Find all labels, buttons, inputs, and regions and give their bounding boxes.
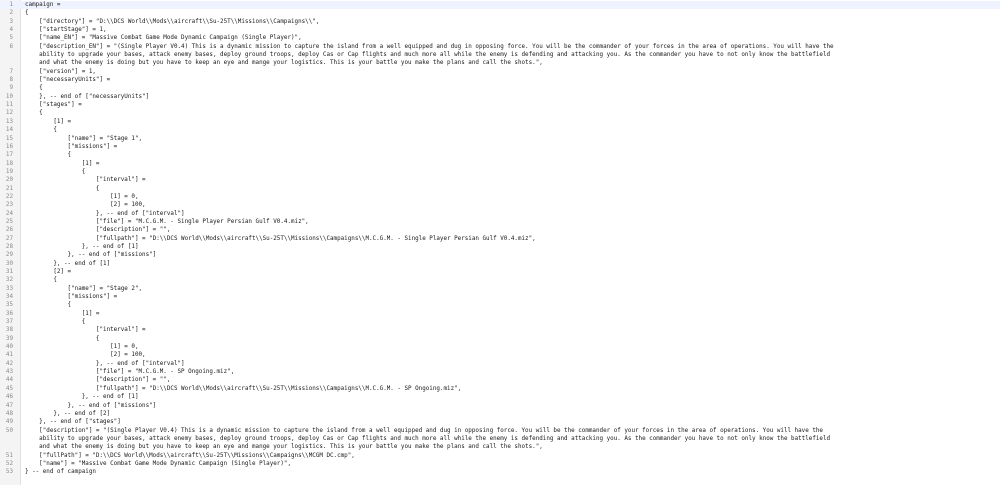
- code-text: campaign =: [25, 2, 61, 8]
- code-line[interactable]: [0, 109, 1000, 117]
- code-text: ["version"] = 1,: [25, 68, 96, 75]
- line-number: 10: [5, 93, 13, 100]
- code-line[interactable]: [0, 126, 1000, 134]
- code-text: ["description_EN"] = "(Single Player V0.4) This is a dynamic mission to capture the island from a well equipped and dug in opposing force. You will be the commander of your forces in the area of operations. You will have the: [25, 43, 834, 50]
- code-text: }, -- end of [2]: [25, 410, 111, 417]
- code-text: [1] =: [25, 160, 100, 167]
- code-text: [2] = 100,: [25, 352, 146, 359]
- line-number: 53: [5, 469, 13, 476]
- code-lines[interactable]: [0, 1, 1000, 477]
- line-number: 44: [5, 377, 13, 384]
- code-line[interactable]: [0, 385, 1000, 393]
- code-line[interactable]: [0, 235, 1000, 243]
- code-line[interactable]: [0, 368, 1000, 376]
- code-line[interactable]: [0, 452, 1000, 460]
- code-text: ["missions"] =: [25, 294, 118, 301]
- code-line[interactable]: [0, 360, 1000, 368]
- line-number: 19: [5, 168, 13, 175]
- line-number: 12: [5, 110, 13, 117]
- code-line[interactable]: [0, 193, 1000, 201]
- code-text: {: [25, 302, 72, 309]
- code-line[interactable]: [0, 410, 1000, 418]
- code-line[interactable]: [0, 251, 1000, 259]
- code-text: ["file"] = "M.C.G.M. - Single Player Persian Gulf V0.4.miz",: [25, 218, 309, 225]
- code-line[interactable]: [0, 243, 1000, 251]
- code-text: ["name_EN"] = "Massive Combat Game Mode Dynamic Campaign (Single Player)",: [25, 35, 302, 42]
- line-number: 31: [5, 269, 13, 275]
- code-line[interactable]: [0, 351, 1000, 359]
- code-line[interactable]: [0, 285, 1000, 293]
- code-line[interactable]: [0, 226, 1000, 234]
- code-text: }, -- end of ["interval"]: [25, 210, 185, 217]
- line-number: 4: [9, 27, 13, 34]
- line-number: 14: [5, 127, 13, 134]
- code-text: ["necessaryUnits"] =: [25, 77, 111, 84]
- code-line[interactable]: [0, 43, 1000, 51]
- code-text: {: [25, 152, 72, 159]
- code-text: ability to upgrade your bases, attack enemy bases, deploy ground troops, deploy Cas or Cap flights and much more all while the enemy is defending and attacking you. As the commander you have to not only know the battlefield: [25, 52, 831, 59]
- line-number: 41: [5, 352, 13, 359]
- code-line[interactable]: [0, 402, 1000, 410]
- line-number: 45: [5, 385, 13, 392]
- code-line[interactable]: [0, 143, 1000, 151]
- code-text: ["description"] = "",: [25, 227, 171, 234]
- code-line[interactable]: [0, 18, 1000, 26]
- code-text: ["interval"] =: [25, 327, 146, 334]
- code-text: ["name"] = "Massive Combat Game Mode Dynamic Campaign (Single Player)",: [25, 460, 291, 467]
- code-text: ["interval"] =: [25, 177, 146, 184]
- line-number: 51: [5, 452, 13, 459]
- line-number: 47: [5, 402, 13, 409]
- code-line[interactable]: [0, 118, 1000, 126]
- code-text: and what the enemy is doing but you have to keep an eye and mange your logistics. This is your battle you make the plans and call the shots.",: [25, 60, 543, 67]
- code-text: }, -- end of [1]: [25, 260, 111, 267]
- code-text: [2] =: [25, 269, 72, 275]
- code-line[interactable]: [0, 160, 1000, 168]
- code-text: [1] = 0,: [25, 193, 139, 200]
- line-number: 52: [5, 460, 13, 467]
- line-number: 22: [5, 193, 13, 200]
- line-number: 5: [9, 35, 13, 42]
- code-line[interactable]: [0, 218, 1000, 226]
- code-text: {: [25, 110, 43, 117]
- code-line[interactable]: [0, 293, 1000, 301]
- code-line[interactable]: [0, 76, 1000, 84]
- code-line[interactable]: [0, 343, 1000, 351]
- code-text: ["name"] = "Stage 2",: [25, 285, 143, 292]
- code-line[interactable]: [0, 326, 1000, 334]
- code-line[interactable]: [0, 68, 1000, 76]
- code-text: {: [25, 10, 29, 17]
- code-text: ["fullPath"] = "D:\\DCS World\\Mods\\aircraft\\Su-25T\\Missions\\Campaigns\\MCGM DC.cmp",: [25, 452, 355, 459]
- code-line[interactable]: [0, 268, 1000, 276]
- code-line[interactable]: [0, 210, 1000, 218]
- line-number: 33: [5, 285, 13, 292]
- code-line-wrap[interactable]: [0, 59, 1000, 67]
- code-text: ability to upgrade your bases, attack enemy bases, deploy ground troops, deploy Cas or Cap flights and much more all while the enemy is defending and attacking you. As the commander you have to not only know the battlefield: [25, 435, 831, 442]
- line-number: 28: [5, 243, 13, 250]
- code-line[interactable]: [0, 393, 1000, 401]
- line-number: 7: [9, 68, 13, 75]
- code-text: }, -- end of ["necessaryUnits"]: [25, 93, 150, 100]
- code-text: [1] = 0,: [25, 344, 139, 351]
- code-text: {: [25, 85, 43, 92]
- code-line[interactable]: [0, 301, 1000, 309]
- code-line-wrap[interactable]: [0, 435, 1000, 443]
- line-number: 13: [5, 118, 13, 125]
- line-number: 9: [9, 85, 13, 92]
- line-number: 6: [9, 43, 13, 50]
- line-number: 15: [5, 135, 13, 142]
- code-text: {: [25, 277, 57, 284]
- code-text: ["missions"] =: [25, 143, 118, 150]
- code-line[interactable]: [0, 260, 1000, 268]
- code-line[interactable]: [0, 84, 1000, 92]
- code-text: ["stages"] =: [25, 102, 82, 109]
- line-number: 46: [5, 394, 13, 401]
- line-number: 40: [5, 344, 13, 351]
- line-number: 21: [5, 185, 13, 192]
- code-text: ["name"] = "Stage 1",: [25, 135, 143, 142]
- code-line[interactable]: [0, 310, 1000, 318]
- code-text: {: [25, 335, 100, 342]
- code-line[interactable]: [0, 176, 1000, 184]
- code-text: ["fullpath"] = "D:\\DCS World\\Mods\\aircraft\\Su-25T\\Missions\\Campaigns\\M.C.G.M. - Single Player Persian Gulf V0.4.miz",: [25, 235, 536, 242]
- line-number: 26: [5, 227, 13, 234]
- code-line[interactable]: [0, 376, 1000, 384]
- line-number: 43: [5, 369, 13, 376]
- line-number: 20: [5, 177, 13, 184]
- line-number: 38: [5, 327, 13, 334]
- line-number: 49: [5, 419, 13, 426]
- code-text: }, -- end of ["missions"]: [25, 402, 157, 409]
- code-text: }, -- end of [1]: [25, 394, 139, 401]
- code-line[interactable]: [0, 318, 1000, 326]
- line-number: 8: [9, 77, 13, 84]
- code-line[interactable]: [0, 168, 1000, 176]
- code-line[interactable]: [0, 34, 1000, 42]
- line-number: 18: [5, 160, 13, 167]
- line-number: 37: [5, 319, 13, 326]
- code-text: {: [25, 168, 86, 175]
- code-text: {: [25, 185, 100, 192]
- line-number: 42: [5, 360, 13, 367]
- code-text: and what the enemy is doing but you have to keep an eye and mange your logistics. This is your battle you make the plans and call the shots.",: [25, 444, 543, 451]
- code-line[interactable]: [0, 101, 1000, 109]
- code-text: ["description"] = "(Single Player V0.4) This is a dynamic mission to capture the island from a well equipped and dug in opposing force. You will be the commander of your forces in the area of operations. You will have the: [25, 427, 823, 434]
- code-text: }, -- end of ["interval"]: [25, 360, 185, 367]
- code-line[interactable]: [0, 418, 1000, 426]
- code-line[interactable]: [0, 427, 1000, 435]
- code-line[interactable]: [0, 335, 1000, 343]
- line-number: 50: [5, 427, 13, 434]
- code-text: }, -- end of ["missions"]: [25, 252, 157, 259]
- code-text: {: [25, 127, 57, 134]
- line-number: 32: [5, 277, 13, 284]
- code-text: [2] = 100,: [25, 202, 146, 209]
- line-number: 11: [5, 102, 13, 109]
- code-line[interactable]: [0, 185, 1000, 193]
- code-text: }, -- end of [1]: [25, 243, 139, 250]
- code-line[interactable]: [0, 135, 1000, 143]
- line-number: 48: [5, 410, 13, 417]
- line-number: 24: [5, 210, 13, 217]
- code-line[interactable]: [0, 26, 1000, 34]
- line-number: 23: [5, 202, 13, 209]
- code-line[interactable]: [0, 201, 1000, 209]
- line-number: 16: [5, 143, 13, 150]
- line-number: 27: [5, 235, 13, 242]
- line-number: 3: [9, 18, 13, 25]
- code-line[interactable]: [0, 276, 1000, 284]
- code-line[interactable]: [0, 468, 1000, 476]
- code-line-wrap[interactable]: [0, 443, 1000, 451]
- code-line[interactable]: [0, 460, 1000, 468]
- code-text: } -- end of campaign: [25, 469, 96, 476]
- code-text: [1] =: [25, 310, 100, 317]
- code-text: ["directory"] = "D:\\DCS World\\Mods\\aircraft\\Su-25T\\Missions\\Campaigns\\",: [25, 18, 320, 25]
- code-text: {: [25, 319, 86, 326]
- code-text: [1] =: [25, 118, 72, 125]
- code-line[interactable]: [0, 93, 1000, 101]
- code-text: ["file"] = "M.C.G.M. - SP Ongoing.miz",: [25, 369, 235, 376]
- code-text: ["description"] = "",: [25, 377, 171, 384]
- line-number: 35: [5, 302, 13, 309]
- code-line[interactable]: [0, 9, 1000, 17]
- line-number: 36: [5, 310, 13, 317]
- code-text: }, -- end of ["stages"]: [25, 419, 121, 426]
- line-number: 1: [9, 2, 13, 8]
- line-number: 34: [5, 294, 13, 301]
- code-line-wrap[interactable]: [0, 51, 1000, 59]
- line-number: 25: [5, 218, 13, 225]
- line-number: 2: [9, 10, 13, 17]
- code-line[interactable]: [0, 1, 1000, 9]
- code-text: ["fullpath"] = "D:\\DCS World\\Mods\\aircraft\\Su-25T\\Missions\\Campaigns\\M.C.G.M. - SP Ongoing.miz",: [25, 385, 462, 392]
- line-number: 39: [5, 335, 13, 342]
- line-number: 29: [5, 252, 13, 259]
- line-number: 17: [5, 152, 13, 159]
- code-line[interactable]: [0, 151, 1000, 159]
- line-number: 30: [5, 260, 13, 267]
- code-text: ["startStage"] = 1,: [25, 27, 107, 34]
